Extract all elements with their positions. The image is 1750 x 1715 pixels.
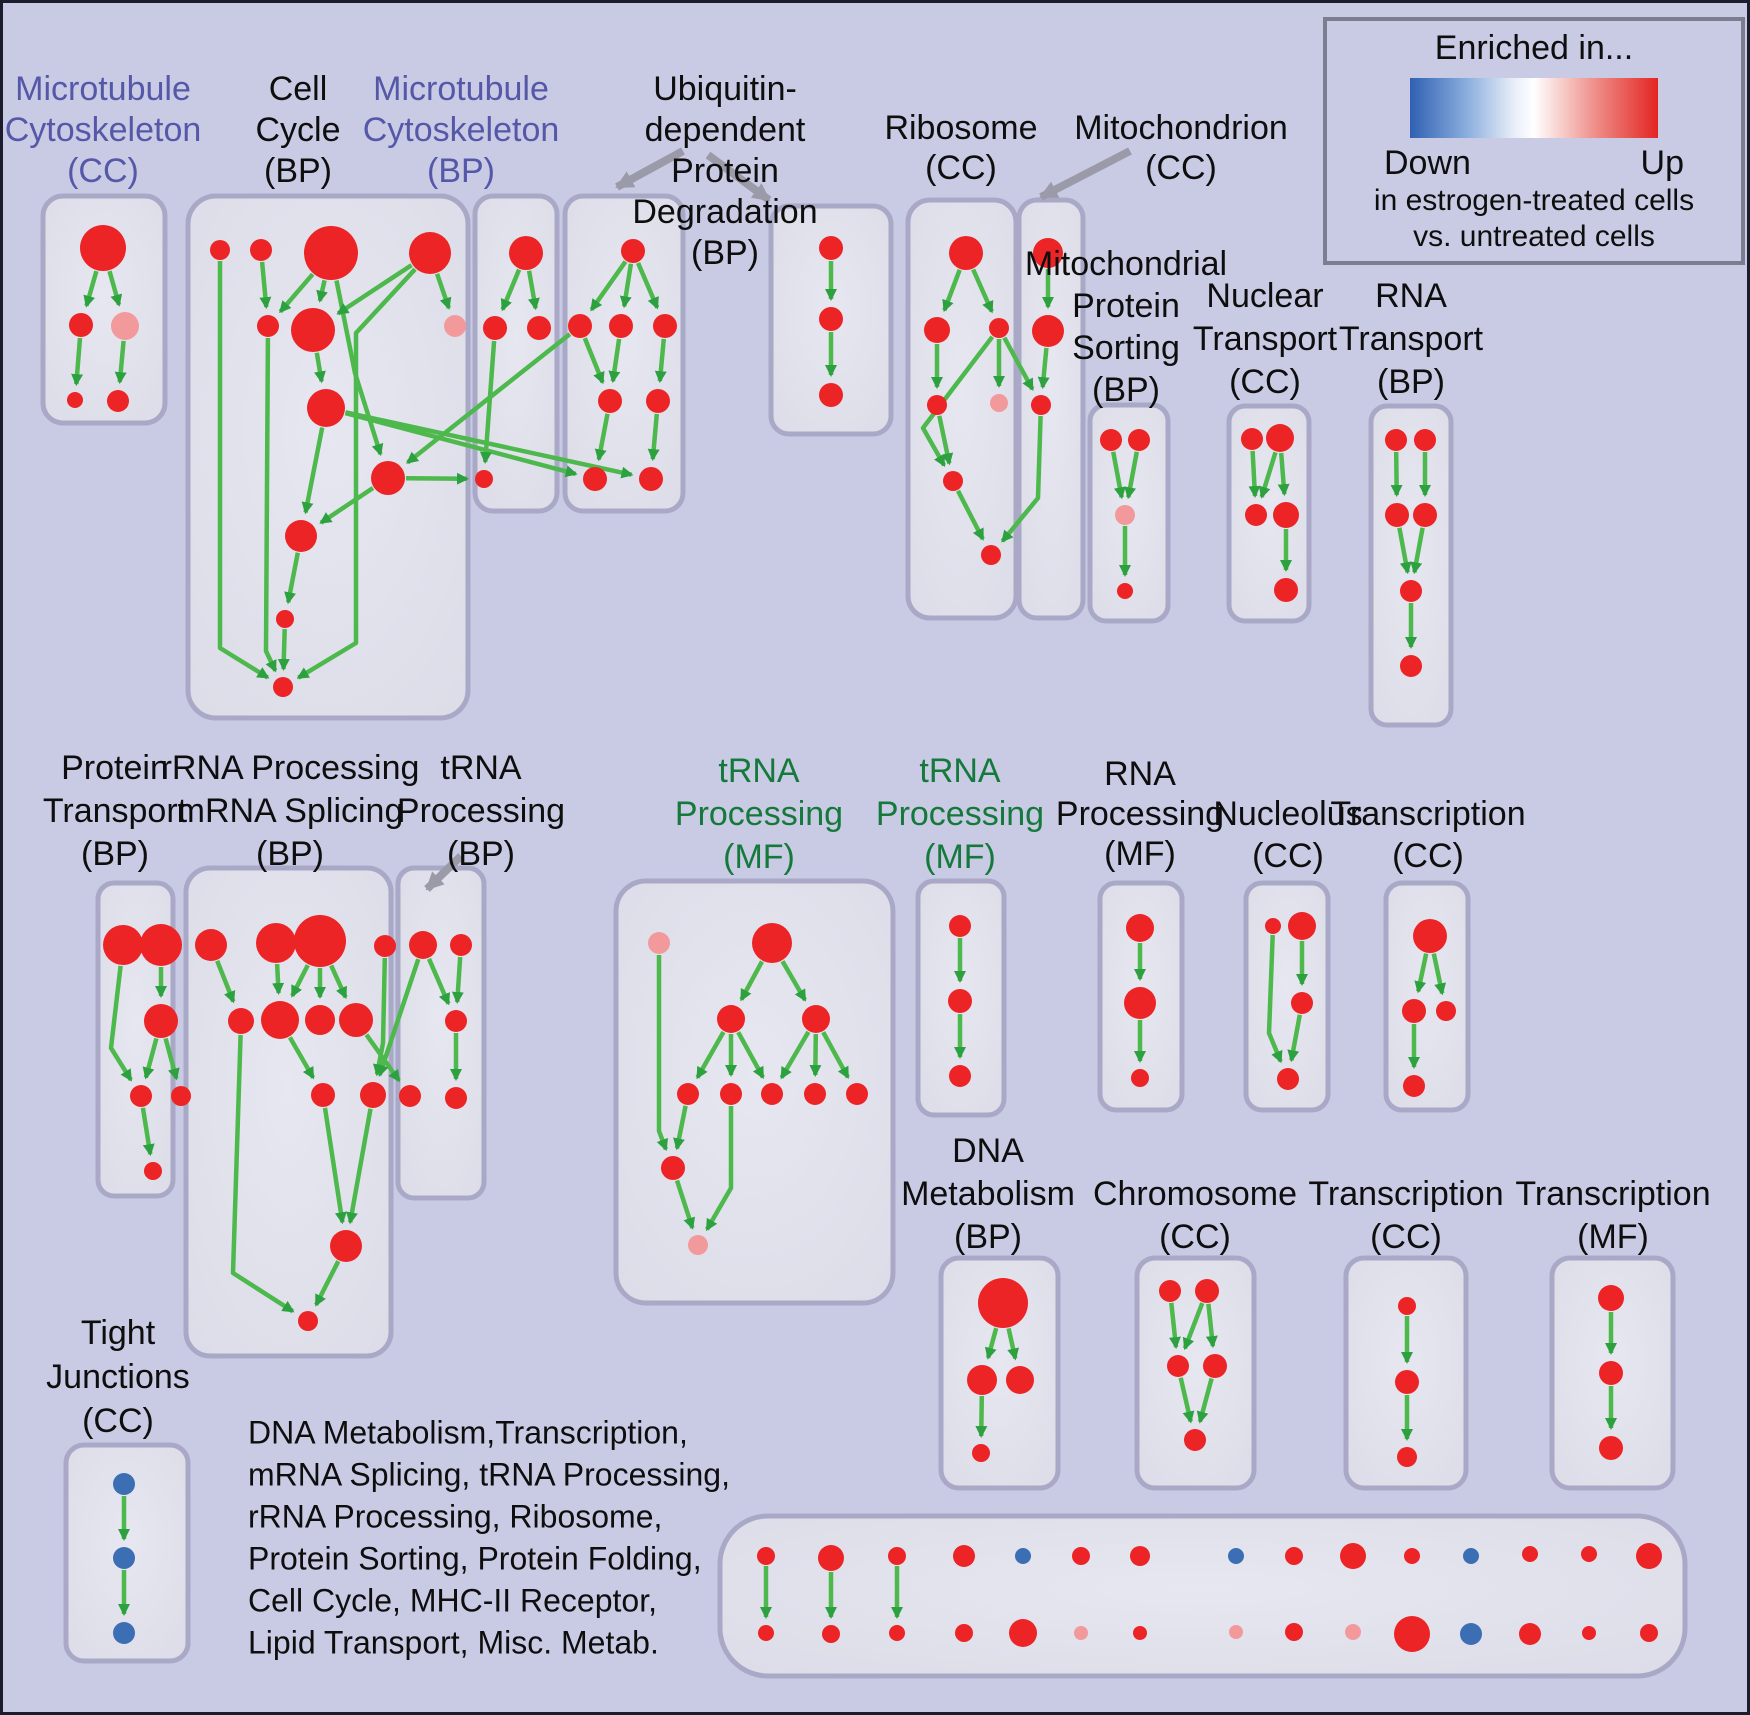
label-rna-processing-mf-line-1: Processing xyxy=(1055,794,1225,833)
go-term-node-u4 xyxy=(1277,1068,1299,1090)
go-term-node-c2 xyxy=(483,316,507,340)
go-term-node-b12 xyxy=(273,677,293,697)
go-term-node-sb5 xyxy=(1009,1619,1037,1647)
go-term-node-b8 xyxy=(307,389,345,427)
label-trna-mf-1-line-0: tRNA xyxy=(718,751,800,790)
label-ubiquitin-line-3: Degradation xyxy=(632,192,818,231)
label-rrna-mrna xyxy=(161,749,420,873)
go-term-node-t3 xyxy=(445,1010,467,1032)
label-trna-bp-line-1: Processing xyxy=(396,791,566,830)
go-term-node-j2 xyxy=(1266,424,1294,452)
legend-up-label: Up xyxy=(1640,144,1684,182)
label-protein-transport-line-0: Protein xyxy=(61,748,169,787)
go-term-node-w3 xyxy=(113,1622,135,1644)
box-transcription-cc-top xyxy=(1386,883,1468,1110)
go-term-node-q3 xyxy=(1131,1069,1149,1087)
legend-gradient-bar xyxy=(1410,78,1658,138)
label-cell-cycle xyxy=(255,70,340,190)
go-term-node-r3 xyxy=(294,915,346,967)
go-term-node-k5 xyxy=(1400,580,1422,602)
go-term-node-x4 xyxy=(1203,1354,1227,1378)
label-nuclear-transport-line-1: Transport xyxy=(1192,319,1338,358)
go-term-node-j3 xyxy=(1245,504,1267,526)
edge-r2-r6 xyxy=(277,964,279,993)
label-tight-junctions xyxy=(46,1314,190,1440)
go-term-node-a3 xyxy=(111,312,139,340)
label-mitochondrion-line-1: (CC) xyxy=(1145,148,1217,187)
go-term-node-b10 xyxy=(285,520,317,552)
label-nucleolus-line-1: (CC) xyxy=(1252,836,1324,875)
label-trna-bp-line-0: tRNA xyxy=(440,748,522,787)
label-cluster-list-line-0: DNA Metabolism,Transcription, xyxy=(248,1414,688,1451)
go-term-node-st8 xyxy=(1228,1548,1244,1564)
go-term-node-q1 xyxy=(1126,914,1154,942)
label-ribosome xyxy=(884,109,1037,187)
go-term-node-d8 xyxy=(646,389,670,413)
go-term-node-sb10 xyxy=(1345,1624,1361,1640)
go-term-node-s4 xyxy=(972,1444,990,1462)
go-term-node-i2 xyxy=(1128,429,1150,451)
label-rna-transport-line-1: Transport xyxy=(1338,319,1484,358)
go-term-node-g4 xyxy=(927,395,947,415)
go-term-node-st13 xyxy=(1522,1546,1538,1562)
go-term-node-d1 xyxy=(621,239,645,263)
label-microtubule-cc-line-2: (CC) xyxy=(67,151,139,190)
label-cluster-list-line-1: mRNA Splicing, tRNA Processing, xyxy=(248,1456,730,1493)
box-summary-strip xyxy=(720,1516,1685,1676)
label-cluster-list-line-4: Cell Cycle, MHC-II Receptor, xyxy=(248,1582,657,1619)
label-nuclear-transport-line-0: Nuclear xyxy=(1206,276,1324,315)
go-term-node-t4 xyxy=(399,1085,421,1107)
label-mito-protein-sorting-line-1: Protein xyxy=(1072,286,1180,325)
go-term-node-st7 xyxy=(1130,1546,1150,1566)
label-dna-metabolism-line-2: (BP) xyxy=(954,1217,1022,1256)
go-term-node-b2 xyxy=(250,239,272,261)
go-term-node-w2 xyxy=(113,1547,135,1569)
go-term-node-sb1 xyxy=(758,1625,774,1641)
go-term-node-sb8 xyxy=(1229,1625,1243,1639)
legend-subtitle-1: in estrogen-treated cells xyxy=(1373,184,1695,217)
go-term-node-o2 xyxy=(948,989,972,1013)
go-term-node-y2 xyxy=(1395,1370,1419,1394)
go-term-node-b7 xyxy=(444,315,466,337)
label-trna-mf-1-line-2: (MF) xyxy=(723,837,795,876)
label-chromosome-line-1: (CC) xyxy=(1159,1217,1231,1256)
label-nuclear-transport-line-2: (CC) xyxy=(1229,362,1301,401)
go-term-node-n6 xyxy=(720,1083,742,1105)
go-term-node-r5 xyxy=(228,1008,254,1034)
label-mito-protein-sorting-line-3: (BP) xyxy=(1092,370,1160,409)
go-term-node-r2 xyxy=(256,923,296,963)
label-dna-metabolism-line-0: DNA xyxy=(952,1131,1024,1170)
go-term-node-v3 xyxy=(1436,1001,1456,1021)
go-term-node-s2 xyxy=(967,1365,997,1395)
go-term-node-sb12 xyxy=(1460,1623,1482,1645)
go-term-node-sb11 xyxy=(1394,1616,1430,1652)
label-dna-metabolism xyxy=(901,1132,1075,1256)
legend-box xyxy=(1323,17,1745,265)
label-microtubule-bp xyxy=(363,70,560,190)
label-ubiquitin-line-2: Protein xyxy=(671,151,779,190)
go-term-node-d2 xyxy=(568,314,592,338)
go-term-node-n11 xyxy=(688,1235,708,1255)
go-term-node-t5 xyxy=(445,1087,467,1109)
go-term-node-a2 xyxy=(69,313,93,337)
go-term-node-n4 xyxy=(802,1005,830,1033)
label-dna-metabolism-line-1: Metabolism xyxy=(901,1174,1075,1213)
go-term-node-v4 xyxy=(1403,1075,1425,1097)
label-transcription-cc-bottom xyxy=(1308,1175,1503,1256)
legend-down-label: Down xyxy=(1384,144,1471,182)
go-term-node-g7 xyxy=(981,545,1001,565)
go-term-node-b11 xyxy=(276,610,294,628)
go-term-node-d7 xyxy=(639,467,663,491)
label-cell-cycle-line-2: (BP) xyxy=(264,151,332,190)
go-term-node-p1 xyxy=(103,925,143,965)
go-term-node-st2 xyxy=(818,1545,844,1571)
edge-j2-j4 xyxy=(1281,453,1284,494)
go-term-node-p4 xyxy=(130,1085,152,1107)
go-term-node-w1 xyxy=(113,1473,135,1495)
go-term-node-sb4 xyxy=(955,1624,973,1642)
label-trna-mf-2 xyxy=(876,752,1044,876)
go-term-node-z1 xyxy=(1598,1285,1624,1311)
go-term-node-r8 xyxy=(339,1003,373,1037)
go-term-node-k4 xyxy=(1413,503,1437,527)
label-mito-protein-sorting-line-0: Mitochondrial xyxy=(1024,244,1228,283)
edge-j1-j3 xyxy=(1253,451,1255,496)
go-term-node-g5 xyxy=(990,394,1008,412)
go-term-node-i1 xyxy=(1100,429,1122,451)
go-term-node-d5 xyxy=(598,389,622,413)
go-term-node-st1 xyxy=(757,1547,775,1565)
label-transcription-cc-bottom-line-0: Transcription xyxy=(1308,1174,1504,1213)
label-protein-transport-line-1: Transport xyxy=(42,791,188,830)
go-term-node-c4 xyxy=(475,470,493,488)
go-term-node-a5 xyxy=(107,390,129,412)
label-rna-transport-line-0: RNA xyxy=(1375,276,1447,315)
edge-b11-b12 xyxy=(284,629,285,669)
go-term-node-t1 xyxy=(409,931,437,959)
label-cluster-list-line-2: rRNA Processing, Ribosome, xyxy=(248,1498,663,1535)
go-term-node-h3 xyxy=(1031,395,1051,415)
label-ribosome-line-1: (CC) xyxy=(925,148,997,187)
label-pointer-arrow-2 xyxy=(1041,151,1130,197)
go-term-node-g3 xyxy=(989,318,1009,338)
go-term-node-g6 xyxy=(943,471,963,491)
label-rna-transport-line-2: (BP) xyxy=(1377,362,1445,401)
box-rna-transport xyxy=(1371,406,1451,725)
label-trna-mf-2-line-1: Processing xyxy=(875,794,1045,833)
go-term-node-g1 xyxy=(949,236,983,270)
go-term-node-x5 xyxy=(1184,1429,1206,1451)
label-transcription-cc-top-line-1: (CC) xyxy=(1392,836,1464,875)
go-term-node-b9 xyxy=(371,461,405,495)
go-term-node-c1 xyxy=(509,236,543,270)
go-term-node-sb14 xyxy=(1582,1626,1596,1640)
label-ubiquitin-line-0: Ubiquitin- xyxy=(653,69,797,108)
label-rna-processing-mf-line-2: (MF) xyxy=(1104,834,1176,873)
go-term-node-st11 xyxy=(1404,1548,1420,1564)
go-term-node-st10 xyxy=(1340,1543,1366,1569)
go-term-node-sb15 xyxy=(1640,1624,1658,1642)
label-trna-bp xyxy=(397,749,565,873)
go-term-node-x3 xyxy=(1167,1355,1189,1377)
go-term-node-sb2 xyxy=(822,1625,840,1643)
label-tight-junctions-line-0: Tight xyxy=(80,1313,156,1352)
go-term-node-st4 xyxy=(953,1545,975,1567)
label-cluster-list-line-5: Lipid Transport, Misc. Metab. xyxy=(248,1624,659,1661)
label-nucleolus-line-0: Nucleolus xyxy=(1213,794,1363,833)
label-cluster-list xyxy=(248,1414,730,1660)
label-transcription-cc-top xyxy=(1330,795,1525,875)
label-trna-mf-1 xyxy=(675,752,843,876)
go-term-node-r6 xyxy=(261,1001,299,1039)
label-transcription-cc-top-line-0: Transcription xyxy=(1330,794,1526,833)
go-term-node-o3 xyxy=(949,1065,971,1087)
go-term-node-sb7 xyxy=(1133,1626,1147,1640)
go-term-node-b1 xyxy=(210,240,230,260)
go-term-node-e2 xyxy=(819,307,843,331)
go-term-node-n8 xyxy=(804,1083,826,1105)
label-rna-processing-mf-line-0: RNA xyxy=(1104,754,1176,793)
label-rna-processing-mf xyxy=(1056,755,1224,873)
go-term-node-z3 xyxy=(1599,1436,1623,1460)
go-term-node-p6 xyxy=(144,1162,162,1180)
go-term-node-e3 xyxy=(819,383,843,407)
edge-k1-k3 xyxy=(1396,452,1397,495)
go-term-node-j5 xyxy=(1274,578,1298,602)
go-term-node-p5 xyxy=(171,1086,191,1106)
label-transcription-mf xyxy=(1515,1175,1710,1256)
go-term-node-g2 xyxy=(924,317,950,343)
go-term-node-st12 xyxy=(1463,1548,1479,1564)
label-microtubule-cc-line-1: Cytoskeleton xyxy=(4,110,202,149)
go-term-node-r1 xyxy=(195,929,227,961)
label-rrna-mrna-line-1: mRNA Splicing xyxy=(176,791,404,830)
go-term-node-r10 xyxy=(360,1082,386,1108)
label-nuclear-transport xyxy=(1193,277,1338,401)
go-term-node-st6 xyxy=(1072,1547,1090,1565)
go-term-node-v1 xyxy=(1413,919,1447,953)
label-microtubule-bp-line-1: Cytoskeleton xyxy=(362,110,560,149)
label-chromosome-line-0: Chromosome xyxy=(1092,1174,1298,1213)
legend-title: Enriched in... xyxy=(1434,29,1634,67)
go-term-node-b6 xyxy=(291,308,335,352)
go-term-node-sb13 xyxy=(1519,1623,1541,1645)
label-microtubule-bp-line-0: Microtubule xyxy=(373,69,549,108)
go-term-node-b5 xyxy=(257,315,279,337)
legend-subtitle-2: vs. untreated cells xyxy=(1413,220,1655,253)
edge-n4-n8 xyxy=(815,1034,816,1075)
go-term-node-n2 xyxy=(752,923,792,963)
edge-t2-t3 xyxy=(457,957,460,1002)
go-term-node-d4 xyxy=(653,314,677,338)
label-ribosome-line-0: Ribosome xyxy=(884,108,1038,147)
label-trna-mf-2-line-2: (MF) xyxy=(924,837,996,876)
go-term-node-k1 xyxy=(1385,429,1407,451)
label-chromosome xyxy=(1093,1175,1297,1256)
label-mitochondrion-line-0: Mitochondrion xyxy=(1074,108,1288,147)
label-trna-bp-line-2: (BP) xyxy=(447,834,515,873)
go-term-node-b3 xyxy=(304,226,358,280)
go-term-node-p3 xyxy=(144,1004,178,1038)
go-term-node-p2 xyxy=(140,924,182,966)
go-term-node-q2 xyxy=(1124,987,1156,1019)
go-term-node-r4 xyxy=(374,935,396,957)
label-transcription-mf-line-0: Transcription xyxy=(1515,1174,1711,1213)
go-term-node-o1 xyxy=(949,915,971,937)
label-ubiquitin-line-4: (BP) xyxy=(691,233,759,272)
go-term-node-i3 xyxy=(1115,505,1135,525)
go-term-node-st15 xyxy=(1636,1543,1662,1569)
go-term-node-a1 xyxy=(80,225,126,271)
go-term-node-k3 xyxy=(1385,503,1409,527)
label-tight-junctions-line-1: Junctions xyxy=(46,1357,190,1396)
label-ubiquitin-line-1: dependent xyxy=(644,110,806,149)
go-term-node-n10 xyxy=(661,1156,685,1180)
go-term-node-n9 xyxy=(846,1083,868,1105)
go-term-node-j4 xyxy=(1273,502,1299,528)
go-term-node-sb9 xyxy=(1285,1623,1303,1641)
label-transcription-cc-bottom-line-1: (CC) xyxy=(1370,1217,1442,1256)
go-term-node-sb6 xyxy=(1074,1626,1088,1640)
go-term-node-u3 xyxy=(1291,992,1313,1014)
go-term-node-st14 xyxy=(1581,1546,1597,1562)
edge-s2-s4 xyxy=(981,1396,982,1436)
label-protein-transport-line-2: (BP) xyxy=(81,834,149,873)
go-term-node-d6 xyxy=(583,467,607,491)
label-microtubule-cc xyxy=(5,70,202,190)
label-mitochondrion xyxy=(1074,109,1288,187)
label-mito-protein-sorting-line-2: Sorting xyxy=(1072,328,1180,367)
label-cluster-list-line-3: Protein Sorting, Protein Folding, xyxy=(248,1540,702,1577)
go-term-node-r13 xyxy=(298,1311,318,1331)
go-term-node-i4 xyxy=(1117,583,1133,599)
go-term-node-a4 xyxy=(67,392,83,408)
go-term-node-sb3 xyxy=(889,1625,905,1641)
label-transcription-mf-line-1: (MF) xyxy=(1577,1217,1649,1256)
label-rna-transport xyxy=(1339,277,1484,401)
go-term-node-s1 xyxy=(978,1278,1028,1328)
label-microtubule-bp-line-2: (BP) xyxy=(427,151,495,190)
go-term-node-x1 xyxy=(1159,1280,1181,1302)
go-term-node-x2 xyxy=(1195,1279,1219,1303)
go-term-node-k2 xyxy=(1414,429,1436,451)
go-term-node-j1 xyxy=(1241,428,1263,450)
label-microtubule-cc-line-0: Microtubule xyxy=(15,69,191,108)
go-term-node-r12 xyxy=(330,1230,362,1262)
go-term-node-n3 xyxy=(717,1005,745,1033)
go-term-node-u1 xyxy=(1265,918,1281,934)
go-term-node-h2 xyxy=(1032,315,1064,347)
label-tight-junctions-line-2: (CC) xyxy=(82,1401,154,1440)
go-term-node-s3 xyxy=(1006,1366,1034,1394)
go-term-node-r7 xyxy=(305,1005,335,1035)
go-term-node-z2 xyxy=(1599,1361,1623,1385)
label-trna-mf-2-line-0: tRNA xyxy=(919,751,1001,790)
box-trna-bp xyxy=(398,868,484,1198)
go-term-node-k6 xyxy=(1400,655,1422,677)
go-term-node-u2 xyxy=(1288,912,1316,940)
label-trna-mf-1-line-1: Processing xyxy=(674,794,844,833)
go-term-node-y3 xyxy=(1397,1447,1417,1467)
go-term-node-st3 xyxy=(888,1547,906,1565)
go-term-node-v2 xyxy=(1402,999,1426,1023)
label-rrna-mrna-line-2: (BP) xyxy=(256,834,324,873)
go-term-node-r9 xyxy=(311,1083,335,1107)
go-term-node-n1 xyxy=(648,932,670,954)
label-rrna-mrna-line-0: rRNA Processing xyxy=(160,748,420,787)
go-term-node-st9 xyxy=(1285,1547,1303,1565)
go-term-node-t2 xyxy=(450,934,472,956)
go-term-node-d3 xyxy=(609,314,633,338)
label-cell-cycle-line-1: Cycle xyxy=(255,110,341,149)
go-term-node-n7 xyxy=(761,1083,783,1105)
edge-b9-c4 xyxy=(406,478,467,479)
go-term-node-n5 xyxy=(677,1083,699,1105)
go-term-node-b4 xyxy=(409,232,451,274)
go-term-node-st5 xyxy=(1015,1548,1031,1564)
go-term-node-c3 xyxy=(527,316,551,340)
label-cell-cycle-line-0: Cell xyxy=(268,69,328,108)
go-term-node-e1 xyxy=(819,236,843,260)
go-term-node-y1 xyxy=(1398,1297,1416,1315)
